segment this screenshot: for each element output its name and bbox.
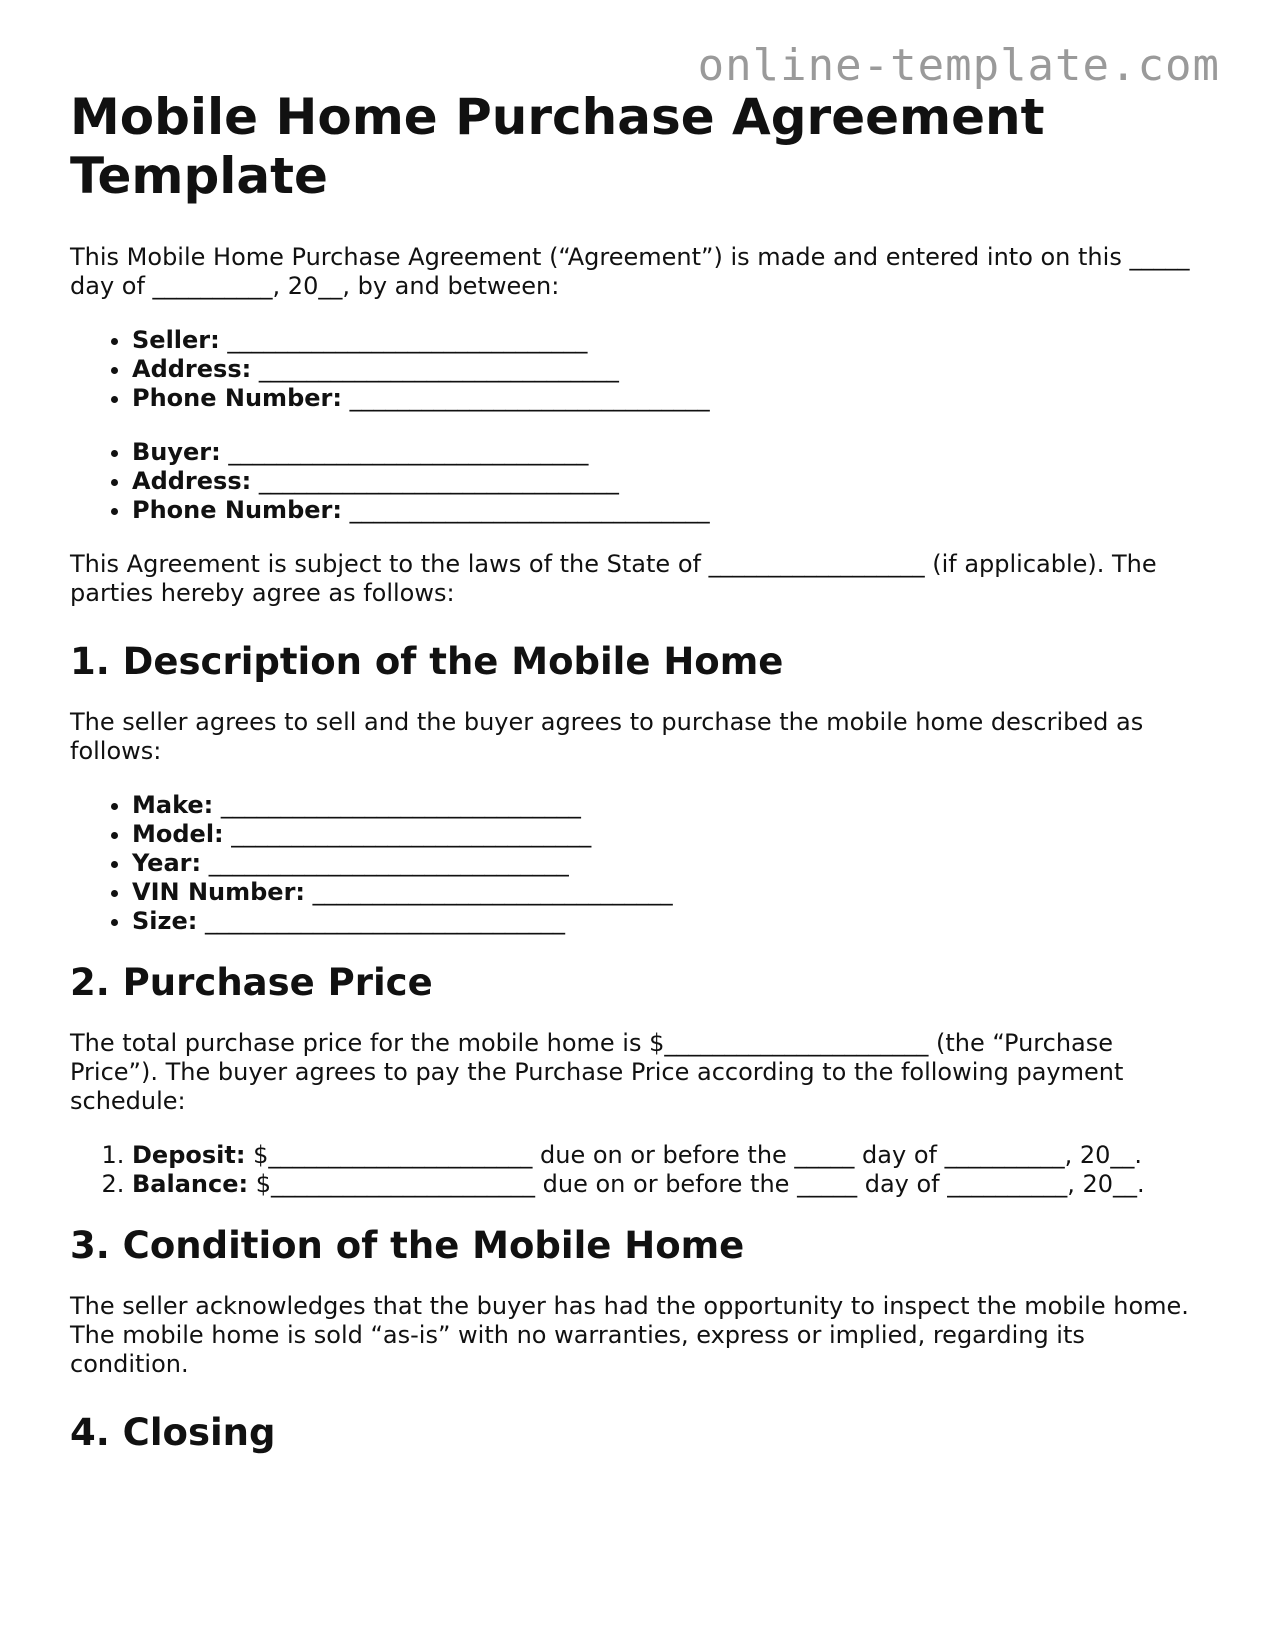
field-blank: ______________________________ <box>258 467 619 495</box>
field-blank: ______________________________ <box>227 326 588 354</box>
field-label: Make: <box>132 791 214 819</box>
field-blank: ______________________________ <box>258 355 619 383</box>
payment-schedule-list <box>70 1141 1200 1199</box>
model-item <box>132 820 1200 849</box>
section-heading-description: 1. Description of the Mobile Home <box>70 640 784 683</box>
field-label: Deposit: <box>132 1141 246 1169</box>
buyer-phone-item <box>132 496 1200 525</box>
vin-item <box>132 878 1200 907</box>
field-label: Address: <box>132 467 252 495</box>
field-blank: ______________________________ <box>349 496 710 524</box>
field-label: Year: <box>132 849 202 877</box>
field-blank: ______________________________ <box>220 791 581 819</box>
size-item <box>132 907 1200 936</box>
document-title: Mobile Home Purchase Agreement Template <box>70 88 1045 205</box>
buyer-address-item <box>132 467 1200 496</box>
seller-phone-item <box>132 384 1200 413</box>
deposit-item <box>132 1141 1200 1170</box>
field-label: Model: <box>132 820 224 848</box>
make-item <box>132 791 1200 820</box>
field-blank: ______________________________ <box>205 907 565 935</box>
field-label: Address: <box>132 355 252 383</box>
seller-name-item <box>132 326 1200 355</box>
year-item <box>132 849 1200 878</box>
price-paragraph: The total purchase price for the mobile home is $______________________ (the “Purchase Price”). The buyer agrees to pay the Purchase Price according to the following payment schedule: <box>70 1029 1124 1115</box>
field-label: Size: <box>132 907 198 935</box>
field-label: Seller: <box>132 326 220 354</box>
field-blank: ______________________________ <box>208 849 569 877</box>
intro-paragraph: This Mobile Home Purchase Agreement (“Agreement”) is made and entered into on this _____ day of __________, 20__, by and between: <box>70 243 1190 300</box>
field-blank: $______________________ due on or before the _____ day of __________, 20__. <box>253 1141 1143 1169</box>
buyer-info-list <box>70 438 1200 525</box>
seller-info-list <box>70 326 1200 413</box>
field-blank: ______________________________ <box>228 438 589 466</box>
buyer-name-item <box>132 438 1200 467</box>
field-label: Phone Number: <box>132 496 342 524</box>
section-heading-condition: 3. Condition of the Mobile Home <box>70 1224 745 1267</box>
document-page <box>70 88 1200 1479</box>
field-label: Balance: <box>132 1170 249 1198</box>
field-label: Phone Number: <box>132 384 342 412</box>
watermark: online-template.com <box>697 40 1220 91</box>
condition-paragraph: The seller acknowledges that the buyer has had the opportunity to inspect the mobile home. The mobile home is sold “as-is” with no warranties, express or implied, regarding its condition. <box>70 1292 1189 1378</box>
field-blank: ______________________________ <box>231 820 592 848</box>
mobile-home-details-list <box>70 791 1200 936</box>
section-heading-price: 2. Purchase Price <box>70 961 433 1004</box>
field-blank: ______________________________ <box>312 878 673 906</box>
field-blank: $______________________ due on or before the _____ day of __________, 20__. <box>255 1170 1145 1198</box>
balance-item <box>132 1170 1200 1199</box>
field-blank: ______________________________ <box>349 384 710 412</box>
governing-law-paragraph: This Agreement is subject to the laws of the State of __________________ (if applicable). The parties hereby agree as follows: <box>70 550 1157 607</box>
field-label: Buyer: <box>132 438 221 466</box>
description-paragraph: The seller agrees to sell and the buyer agrees to purchase the mobile home described as follows: <box>70 708 1144 765</box>
seller-address-item <box>132 355 1200 384</box>
field-label: VIN Number: <box>132 878 306 906</box>
section-heading-closing: 4. Closing <box>70 1411 276 1454</box>
